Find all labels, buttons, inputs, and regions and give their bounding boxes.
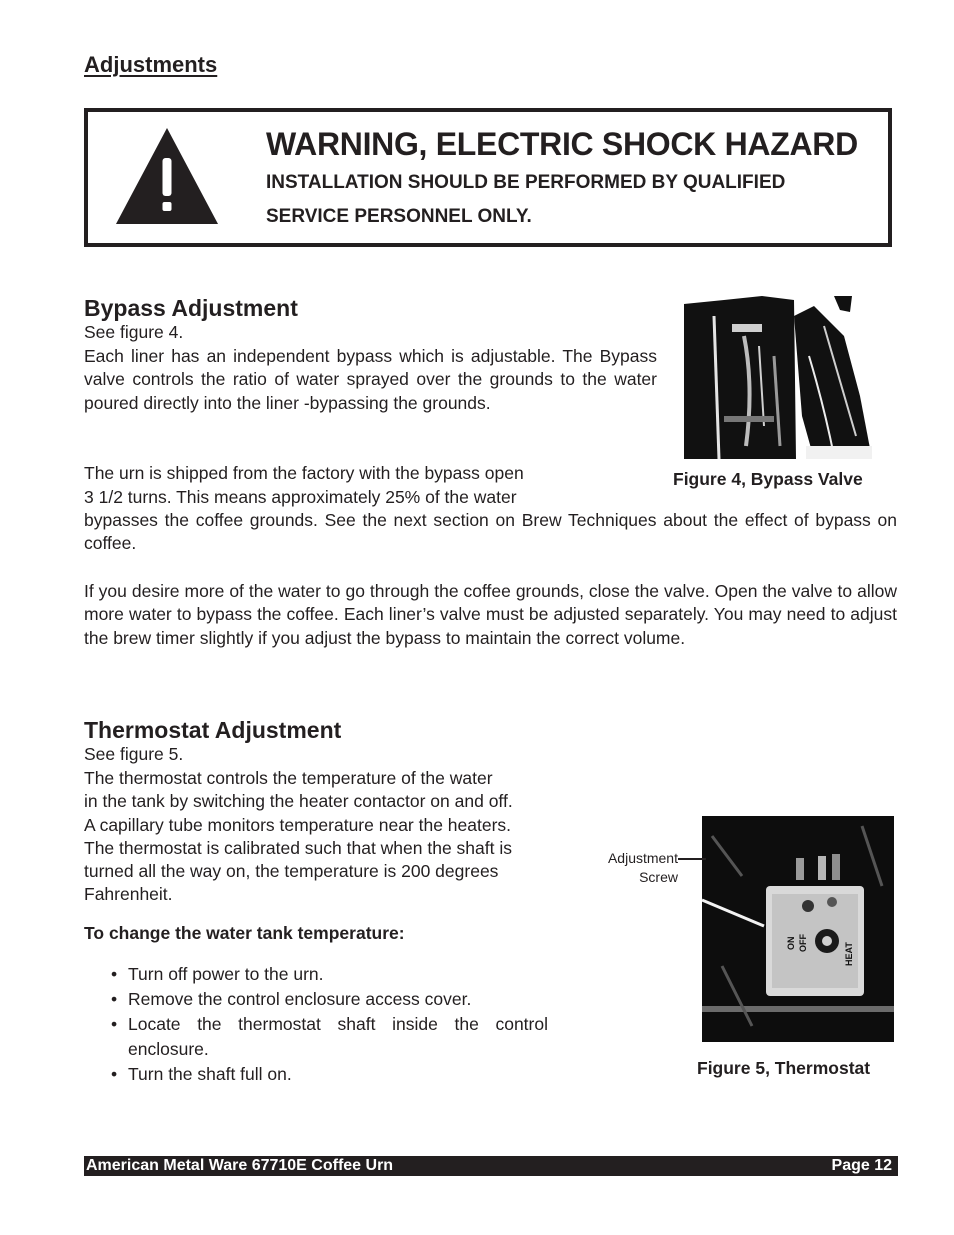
dial-label-off: OFF [798,934,808,952]
thermostat-see-figure: See figure 5. [84,744,184,764]
thermostat-line-1: The thermostat controls the temperature of the water [84,768,493,788]
bypass-paragraph-3: If you desire more of the water to go through the coffee grounds, close the valve. Open the valve to allow more water to bypass the coffee. Each liner’s valve must be adjusted separately. You may need to adjust the brew timer slightly if you adjust the bypass to maintain the correct volume. [84,581,897,648]
thermostat-line-6: Fahrenheit. [84,884,173,904]
footer-title: American Metal Ware 67710E Coffee Urn [86,1157,394,1174]
thermostat-line-3: A capillary tube monitors temperature near the heaters. [84,815,512,835]
list-item: • Remove the control enclosure access cover. [108,987,548,1012]
callout-leader-line [678,856,706,864]
warning-line-2: SERVICE PERSONNEL ONLY. [266,206,532,227]
callout-line-1: Adjustment [607,850,678,866]
bypass-paragraph-2-line-1: The urn is shipped from the factory with the bypass open [84,463,524,483]
bypass-see-figure: See figure 4. [84,322,184,342]
bypass-paragraph-2-rest: bypasses the coffee grounds. See the next section on Brew Techniques about the effect of bypass on coffee. [84,510,897,554]
thermostat-line-2: in the tank by switching the heater contactor on and off. [84,791,513,811]
warning-title: WARNING, ELECTRIC SHOCK HAZARD [266,126,858,162]
bypass-paragraph-2-line-2: 3 1/2 turns. This means approximately 25% of the water [84,487,517,507]
figure-5-caption: Figure 5, Thermostat [697,1058,871,1078]
warning-line-1: INSTALLATION SHOULD BE PERFORMED BY QUALIFIED [266,172,786,193]
steps-heading: To change the water tank temperature: [84,923,405,943]
dial-label-on: ON [786,936,796,950]
figure-4-caption: Figure 4, Bypass Valve [673,469,863,489]
bypass-valve-photo [684,296,872,459]
dial-label-heat: HEAT [844,942,854,966]
thermostat-heading: Thermostat Adjustment [84,717,342,743]
thermostat-line-5: turned all the way on, the temperature is 200 degrees [84,861,499,881]
list-item: • Turn the shaft full on. [108,1062,548,1087]
thermostat-line-4: The thermostat is calibrated such that when the shaft is [84,838,512,858]
bypass-paragraph-1: Each liner has an independent bypass which is adjustable. The Bypass valve controls the ratio of water sprayed over the grounds to the water poured directly into the liner -bypassing the grounds. [84,346,657,413]
thermostat-photo [702,816,894,1042]
warning-box [84,108,892,247]
page-number: Page 12 [831,1157,892,1174]
callout-line-2: Screw [639,869,678,885]
warning-triangle-icon [114,126,220,226]
adjustment-screw-callout [590,849,678,887]
bypass-heading: Bypass Adjustment [84,295,298,321]
list-item: • Turn off power to the urn. [108,962,548,987]
footer-bar [84,1156,898,1176]
steps-list [108,962,548,1087]
list-item: • Locate the thermostat shaft inside the control enclosure. [108,1012,548,1062]
section-heading: Adjustments [84,52,218,77]
